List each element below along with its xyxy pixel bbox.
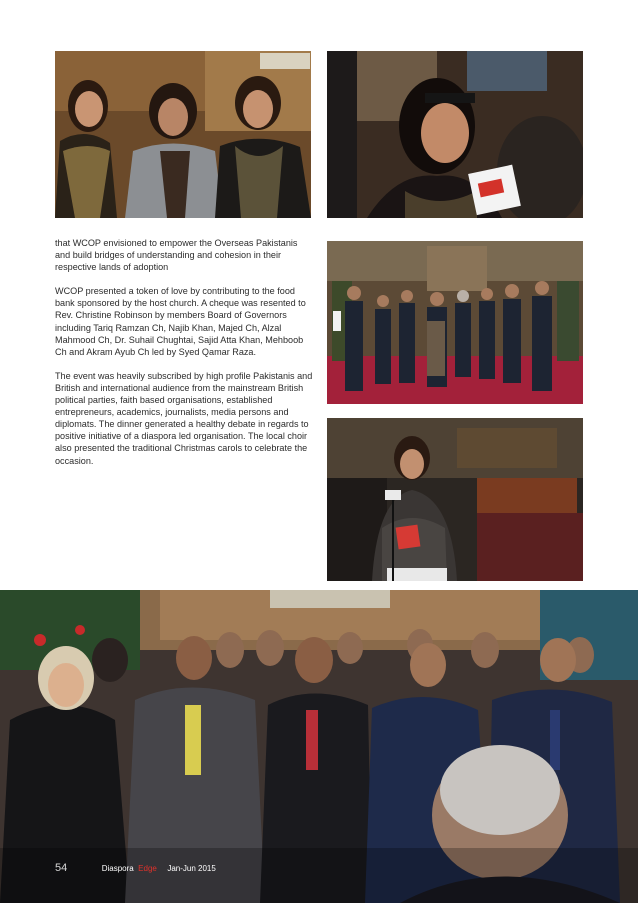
photo-woman-at-lectern <box>327 418 583 581</box>
photo-audience-seated <box>0 590 638 903</box>
photo-group-podium <box>327 241 583 404</box>
magazine-accent: Edge <box>138 864 157 873</box>
photo-three-women <box>55 51 311 218</box>
magazine-name: Diaspora <box>101 864 134 873</box>
page-number: 54 <box>55 862 68 874</box>
article-paragraph: WCOP presented a token of love by contributing to the food bank sponsored by the host church. A cheque was resented to Rev. Christine Robinson by members Board of Governors including Tariq Ramzan Ch, Najib Khan, Majed Ch, Alzal Mahmood Ch, Dr. Suhail Chughtai, Sajid Atta Khan, Mehboob Ch and Akram Ayub Ch led by Syed Qamar Raza. <box>55 286 306 357</box>
photo-woman-speaking <box>327 51 583 218</box>
issue-date: Jan-Jun 2015 <box>167 864 216 873</box>
page-footer <box>55 858 216 872</box>
article-paragraph: that WCOP envisioned to empower the Overseas Pakistanis and build bridges of understanding and cohesion in their respective lands of adoption <box>55 238 298 273</box>
article-text <box>55 237 313 479</box>
article-paragraph: The event was heavily subscribed by high profile Pakistanis and British and international audience from the mainstream British political parties, faith based organisations, established entrepreneurs, academics, journalists, media persons and diplomats. The dinner generated a healthy debate in regards to positive initiative of a diaspora led organisation. The local choir also presented the traditional Christmas carols to celebrate the occasion. <box>55 370 313 466</box>
